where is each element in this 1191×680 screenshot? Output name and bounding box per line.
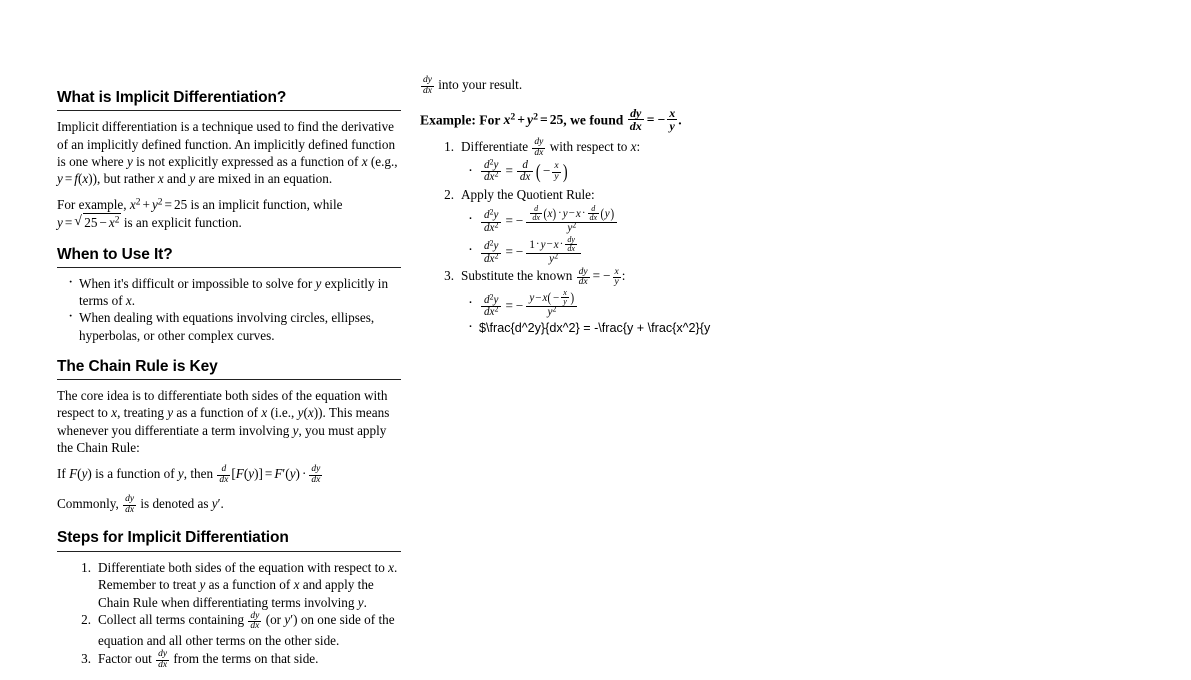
step-text-3: as a function of [205,577,294,593]
section-steps-for-implicit-differentiation [57,528,401,670]
math-y: y [315,275,322,291]
definition-text-5: and [163,170,190,186]
step-text-1: Factor out [98,650,156,666]
step-text-2: . Remember to treat [98,559,398,593]
math-dy-dx: $\frac{dy}{dx}$ [250,610,260,632]
heading-rule [57,110,401,111]
definition-text-4: ), but rather [92,170,158,186]
chain-text-3: , then [183,465,217,481]
paragraph-core-idea [57,387,401,456]
math-chain-rule-equation: $\frac{d}{dx}$ [F(y)] = F′(y) · $\frac{dy}{dx}$ [219,464,321,485]
math-dy-dx: $\frac{dy}{dx}$ [534,137,544,159]
list-item [467,236,720,266]
math-substituted-derivative: · $\frac{d^2y}{dx^2}$ = − y−x( − $\frac{x}{y}$ ) $y^2$ [479,298,579,313]
step-text-1: Differentiate [461,139,532,155]
bullet-text-2: explicitly in terms of [79,275,389,309]
section-heading-chain-rule: The Chain Rule is Key [57,357,218,375]
notation-text-1: Commonly, [57,495,123,511]
math-y: y [177,465,184,481]
math-dy-dx: $\frac{dy}{dx}$ [158,649,168,670]
math-y-2: y [357,594,364,610]
math-known-derivative: $\frac{dy}{dx}$ = − $\frac{x}{y}$ [578,266,619,288]
step-3-formulas [461,289,720,336]
heading-rule [57,551,401,552]
chain-text-2: is a function of [91,465,178,481]
section-heading-what-is: What is Implicit Differentiation? [57,89,287,106]
example-lead [420,107,720,132]
bullet-text-1: When it's difficult or impossible to solve for [79,275,316,291]
chain-text-1: If [57,465,70,481]
math-explicit-sqrt: y = √ $25 - x^2$ [57,215,121,230]
list-item [68,275,401,309]
fragment-text: into your result. [434,77,523,92]
paragraph-definition [57,118,401,187]
notation-text-3: . [220,495,224,511]
core-text-3: as a function of [173,405,262,421]
section-chain-rule-is-key [57,357,401,516]
step-text-1: Collect all terms containing [98,612,248,628]
math-quotient-rule-simplified: · $\frac{d^2y}{dx^2}$ = − 1·y−x· $\frac{dy}{dx}$ $y^2$ [479,244,583,259]
definition-text-3: (e.g., [367,153,398,169]
example-period: . [678,112,682,128]
math-x-2: x [261,405,268,421]
list-item [467,205,720,235]
math-y-1: y [199,577,206,593]
example-label: Example: For [420,112,504,128]
math-dy-dx-result: $\frac{dy}{dx}$ = − $\frac{x}{y}$ [629,105,676,133]
right-column [420,76,720,338]
step-text-3: ) on one side of the equation and all other terms on the other side. [98,612,395,649]
math-quotient-rule-general: · $\frac{d^2y}{dx^2}$ = − $\frac{d}{dx}$ (x) ·y−x· $\frac{d}{dx}$ (y) $y^2$ [479,213,619,228]
math-y-2: y [189,170,196,186]
step-text-4: and apply the Chain Rule when differentiating terms involving [98,577,374,610]
core-text-1: The core idea is to differentiate both sides of the equation with respect to [57,388,388,421]
example-text-2: is an implicit function, while [187,197,343,213]
section-heading-steps: Steps for Implicit Differentiation [57,529,289,547]
math-y-1: y [126,153,133,169]
math-dy-dx: $\frac{dy}{dx}$ [125,493,135,515]
list-item [467,320,720,336]
math-F-of-y: F(y) [69,465,92,481]
step-text-2: (or [262,612,285,628]
math-y-equals-f-x: y = f(x) [57,170,93,186]
definition-text-6: are mixed in an equation. [195,170,333,186]
math-y-prime: y′ [284,612,294,628]
list-item [467,289,720,319]
heading-rule [57,267,401,268]
step-text-1: Apply the Quotient Rule: [461,187,595,203]
list-item [71,559,401,612]
when-to-use-list [57,275,401,344]
step-text-2: from the terms on that side. [170,650,319,666]
example-text-1: For example, [57,197,130,213]
math-x: x [630,139,637,155]
list-item [71,611,401,649]
math-y-1: y [167,405,174,421]
left-column [57,88,401,680]
raw-latex-text: $\frac{d^2y}{dx^2} = -\frac{y + \frac{x^2}{y [479,321,711,336]
math-y-prime: y′ [211,495,221,511]
example-text: , we found [563,112,627,128]
section-heading-when-to-use: When to Use It? [57,245,173,263]
paragraph-y-prime-notation [57,495,401,516]
example-steps-list [420,138,720,336]
steps-list [57,559,401,671]
core-text-2: , treating [117,405,168,421]
step-text-1: Differentiate both sides of the equation with respect to [98,559,389,575]
math-x-2: x [157,170,164,186]
math-circle-equation: $x^2 + y^2 = 25$ [503,111,564,128]
section-what-is-implicit-differentiation [57,88,401,232]
core-text-4: (i.e., [267,405,298,421]
bullet-text-3: . [131,293,136,309]
core-text-5: ). This means whenever you differentiate a term involving [57,405,390,438]
math-x-1: x [111,405,118,421]
list-item [467,157,720,184]
list-item [434,267,720,336]
step-1-formulas [461,157,720,184]
list-item [434,186,720,265]
example-text-3: is an explicit function. [120,215,242,231]
continuation-fragment [420,76,720,97]
step-text-1: Substitute the known [461,268,576,284]
definition-text-2: is not explicitly expressed as a function of [132,153,362,169]
math-y-2: y [292,422,299,438]
notation-text-2: is denoted as [137,495,212,511]
definition-text-1: Implicit differentiation is a technique used to find the derivative of an implicitly defined function. An implicitly defined function is one where [57,119,396,169]
math-y-of-x: y(x) [297,405,319,421]
math-second-derivative-setup: · $\frac{d^2y}{dx^2}$ = $\frac{d}{dx}$ ( − $\frac{x}{y}$ ) [479,163,568,178]
section-when-to-use-it [57,245,401,344]
step-text-2: with respect to [546,139,631,155]
step-text-5: . [363,594,367,610]
math-dy-dx: $\frac{dy}{dx}$ [423,75,432,96]
paragraph-example-implicit-explicit [57,196,401,231]
step-2-formulas [461,205,720,266]
paragraph-chain-rule-formula [57,465,401,486]
list-item [434,138,720,184]
math-x-1: x [388,559,395,575]
core-text-6: , you must apply the Chain Rule: [57,422,387,455]
math-x-1: x [361,153,368,169]
heading-rule [57,379,401,380]
step-text-3: : [636,139,641,155]
math-x: x [125,293,132,309]
math-x-2: x [293,577,300,593]
step-text-2: : [621,268,626,284]
math-circle-equation: $x^2 + y^2 = 25$ [129,197,188,213]
list-item [71,650,401,671]
list-item: · When dealing with equations involving circles, ellipses, hyperbolas, or other complex curves. [68,309,401,343]
